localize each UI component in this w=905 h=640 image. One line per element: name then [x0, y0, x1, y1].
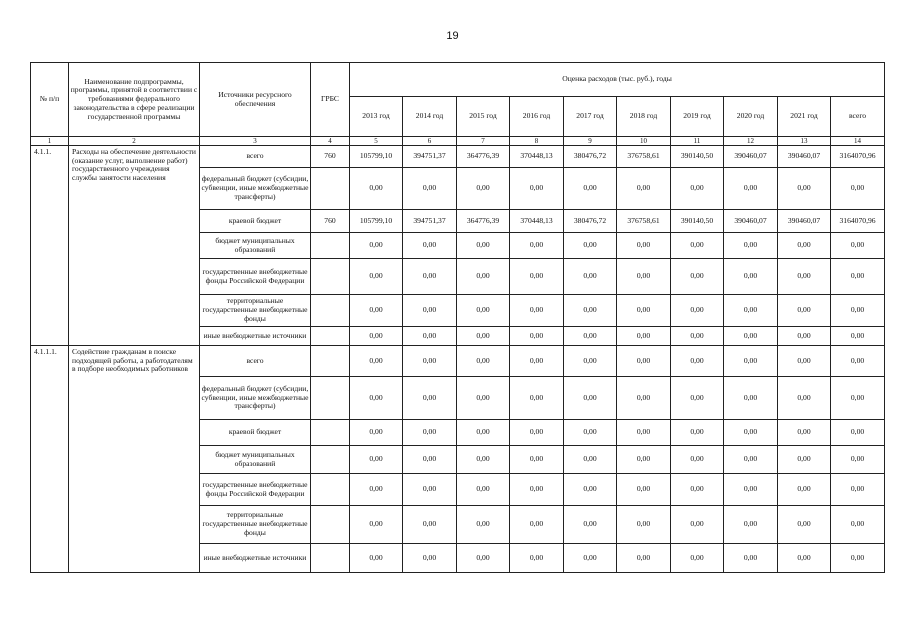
amount-cell: 0,00	[671, 446, 724, 474]
grbs-code	[311, 259, 350, 295]
amount-cell: 364776,39	[457, 146, 510, 168]
amount-cell: 0,00	[724, 295, 778, 327]
funding-source: краевой бюджет	[200, 420, 311, 446]
header-year: 2018 год	[617, 97, 671, 137]
amount-cell: 0,00	[403, 474, 457, 506]
amount-cell: 0,00	[778, 544, 831, 573]
amount-cell: 0,00	[831, 346, 885, 377]
amount-cell: 0,00	[778, 506, 831, 544]
amount-cell: 376758,61	[617, 146, 671, 168]
amount-cell: 0,00	[724, 259, 778, 295]
amount-cell: 0,00	[778, 420, 831, 446]
column-number: 4	[311, 137, 350, 146]
grbs-code	[311, 474, 350, 506]
amount-cell: 390460,07	[724, 146, 778, 168]
amount-cell: 0,00	[564, 346, 617, 377]
amount-cell: 0,00	[778, 474, 831, 506]
header-grbs: ГРБС	[311, 63, 350, 137]
amount-cell: 0,00	[617, 295, 671, 327]
funding-source: краевой бюджет	[200, 210, 311, 233]
amount-cell: 0,00	[617, 327, 671, 346]
amount-cell: 0,00	[617, 420, 671, 446]
amount-cell: 0,00	[403, 346, 457, 377]
amount-cell: 0,00	[724, 327, 778, 346]
amount-cell: 0,00	[831, 259, 885, 295]
amount-cell: 0,00	[617, 474, 671, 506]
amount-cell: 0,00	[350, 377, 403, 420]
header-year: 2019 год	[671, 97, 724, 137]
amount-cell: 0,00	[831, 377, 885, 420]
grbs-code	[311, 506, 350, 544]
amount-cell: 0,00	[617, 506, 671, 544]
amount-cell: 0,00	[350, 168, 403, 210]
amount-cell: 370448,13	[510, 210, 564, 233]
amount-cell: 0,00	[617, 168, 671, 210]
amount-cell: 0,00	[510, 446, 564, 474]
amount-cell: 0,00	[831, 544, 885, 573]
amount-cell: 0,00	[350, 474, 403, 506]
amount-cell: 0,00	[403, 327, 457, 346]
grbs-code: 760	[311, 146, 350, 168]
amount-cell: 0,00	[350, 506, 403, 544]
section-name: Содействие гражданам в поиске подходящей работы, а работодателям в подборе необходимых работников	[69, 346, 200, 573]
amount-cell: 0,00	[350, 327, 403, 346]
header-source: Источники ресурсного обеспечения	[200, 63, 311, 137]
amount-cell: 0,00	[778, 168, 831, 210]
amount-cell: 0,00	[671, 168, 724, 210]
amount-cell: 0,00	[724, 377, 778, 420]
amount-cell: 0,00	[564, 377, 617, 420]
amount-cell: 0,00	[457, 377, 510, 420]
header-year: всего	[831, 97, 885, 137]
amount-cell: 0,00	[564, 233, 617, 259]
funding-source: иные внебюджетные источники	[200, 327, 311, 346]
column-number: 9	[564, 137, 617, 146]
amount-cell: 0,00	[778, 377, 831, 420]
amount-cell: 0,00	[510, 233, 564, 259]
header-num: № п/п	[31, 63, 69, 137]
column-number: 2	[69, 137, 200, 146]
column-number: 11	[671, 137, 724, 146]
amount-cell: 0,00	[617, 446, 671, 474]
amount-cell: 390140,50	[671, 210, 724, 233]
header-year: 2020 год	[724, 97, 778, 137]
funding-source: государственные внебюджетные фонды Российской Федерации	[200, 474, 311, 506]
amount-cell: 0,00	[671, 327, 724, 346]
grbs-code	[311, 233, 350, 259]
amount-cell: 0,00	[831, 327, 885, 346]
grbs-code	[311, 377, 350, 420]
amount-cell: 0,00	[778, 233, 831, 259]
amount-cell: 0,00	[350, 259, 403, 295]
header-year: 2014 год	[403, 97, 457, 137]
amount-cell: 0,00	[457, 346, 510, 377]
section-code: 4.1.1.	[31, 146, 69, 346]
amount-cell: 380476,72	[564, 146, 617, 168]
amount-cell: 0,00	[350, 420, 403, 446]
amount-cell: 0,00	[671, 295, 724, 327]
amount-cell: 0,00	[457, 295, 510, 327]
column-number: 10	[617, 137, 671, 146]
amount-cell: 0,00	[350, 346, 403, 377]
amount-cell: 0,00	[724, 446, 778, 474]
section-name: Расходы на обеспечение деятельности (оказание услуг, выполнение работ) государственного учреждения службы занятости населения	[69, 146, 200, 346]
amount-cell: 376758,61	[617, 210, 671, 233]
header-year: 2015 год	[457, 97, 510, 137]
header-year: 2013 год	[350, 97, 403, 137]
grbs-code	[311, 420, 350, 446]
amount-cell: 0,00	[724, 474, 778, 506]
amount-cell: 0,00	[617, 233, 671, 259]
amount-cell: 390460,07	[778, 146, 831, 168]
amount-cell: 0,00	[510, 295, 564, 327]
funding-source: всего	[200, 146, 311, 168]
grbs-code	[311, 327, 350, 346]
amount-cell: 0,00	[564, 544, 617, 573]
amount-cell: 0,00	[671, 420, 724, 446]
header-year: 2017 год	[564, 97, 617, 137]
funding-source: федеральный бюджет (субсидии, субвенции, иные межбюджетные трансферты)	[200, 377, 311, 420]
grbs-code	[311, 295, 350, 327]
amount-cell: 0,00	[350, 446, 403, 474]
column-number: 7	[457, 137, 510, 146]
amount-cell: 0,00	[564, 259, 617, 295]
amount-cell: 0,00	[724, 233, 778, 259]
expenses-table	[30, 62, 885, 573]
amount-cell: 0,00	[457, 474, 510, 506]
amount-cell: 0,00	[510, 544, 564, 573]
amount-cell: 0,00	[724, 506, 778, 544]
amount-cell: 0,00	[510, 346, 564, 377]
amount-cell: 394751,37	[403, 210, 457, 233]
column-number: 1	[31, 137, 69, 146]
header-estimate: Оценка расходов (тыс. руб.), годы	[350, 63, 885, 97]
amount-cell: 0,00	[617, 544, 671, 573]
column-number: 5	[350, 137, 403, 146]
header-year: 2016 год	[510, 97, 564, 137]
amount-cell: 0,00	[671, 544, 724, 573]
amount-cell: 0,00	[564, 446, 617, 474]
amount-cell: 3164070,96	[831, 146, 885, 168]
funding-source: федеральный бюджет (субсидии, субвенции, иные межбюджетные трансферты)	[200, 168, 311, 210]
grbs-code: 760	[311, 210, 350, 233]
amount-cell: 0,00	[724, 544, 778, 573]
table-row	[31, 346, 885, 377]
amount-cell: 0,00	[457, 544, 510, 573]
amount-cell: 0,00	[831, 233, 885, 259]
grbs-code	[311, 446, 350, 474]
amount-cell: 0,00	[510, 327, 564, 346]
amount-cell: 0,00	[778, 295, 831, 327]
amount-cell: 0,00	[831, 168, 885, 210]
amount-cell: 0,00	[510, 259, 564, 295]
amount-cell: 0,00	[510, 420, 564, 446]
funding-source: бюджет муниципальных образований	[200, 446, 311, 474]
header-year: 2021 год	[778, 97, 831, 137]
amount-cell: 0,00	[403, 446, 457, 474]
amount-cell: 0,00	[617, 259, 671, 295]
amount-cell: 0,00	[671, 259, 724, 295]
grbs-code	[311, 168, 350, 210]
column-number: 12	[724, 137, 778, 146]
amount-cell: 0,00	[724, 346, 778, 377]
amount-cell: 0,00	[403, 544, 457, 573]
amount-cell: 390460,07	[778, 210, 831, 233]
amount-cell: 0,00	[671, 377, 724, 420]
amount-cell: 0,00	[671, 474, 724, 506]
amount-cell: 0,00	[403, 168, 457, 210]
table-row	[31, 146, 885, 168]
amount-cell: 0,00	[510, 168, 564, 210]
amount-cell: 0,00	[671, 346, 724, 377]
funding-source: территориальные государственные внебюджетные фонды	[200, 295, 311, 327]
amount-cell: 390140,50	[671, 146, 724, 168]
funding-source: иные внебюджетные источники	[200, 544, 311, 573]
column-number: 6	[403, 137, 457, 146]
amount-cell: 0,00	[564, 327, 617, 346]
amount-cell: 0,00	[831, 295, 885, 327]
amount-cell: 0,00	[617, 346, 671, 377]
amount-cell: 0,00	[457, 327, 510, 346]
amount-cell: 0,00	[778, 346, 831, 377]
amount-cell: 0,00	[671, 233, 724, 259]
amount-cell: 0,00	[350, 295, 403, 327]
amount-cell: 0,00	[510, 377, 564, 420]
amount-cell: 0,00	[617, 377, 671, 420]
amount-cell: 0,00	[350, 544, 403, 573]
header-name: Наименование подпрограммы, программы, принятой в соответствии с требованиями федерального законодательства в сфере реализации государственной программы	[69, 63, 200, 137]
amount-cell: 105799,10	[350, 210, 403, 233]
amount-cell: 0,00	[403, 377, 457, 420]
column-number: 8	[510, 137, 564, 146]
page-number: 19	[446, 30, 459, 42]
section-code: 4.1.1.1.	[31, 346, 69, 573]
funding-source: государственные внебюджетные фонды Российской Федерации	[200, 259, 311, 295]
amount-cell: 0,00	[403, 295, 457, 327]
amount-cell: 0,00	[457, 168, 510, 210]
amount-cell: 0,00	[457, 233, 510, 259]
amount-cell: 0,00	[403, 259, 457, 295]
amount-cell: 0,00	[831, 420, 885, 446]
amount-cell: 0,00	[724, 168, 778, 210]
amount-cell: 0,00	[403, 233, 457, 259]
amount-cell: 0,00	[510, 506, 564, 544]
column-number: 14	[831, 137, 885, 146]
amount-cell: 370448,13	[510, 146, 564, 168]
amount-cell: 0,00	[831, 506, 885, 544]
amount-cell: 0,00	[457, 446, 510, 474]
amount-cell: 0,00	[778, 259, 831, 295]
amount-cell: 0,00	[564, 295, 617, 327]
amount-cell: 0,00	[564, 168, 617, 210]
amount-cell: 390460,07	[724, 210, 778, 233]
amount-cell: 394751,37	[403, 146, 457, 168]
amount-cell: 0,00	[831, 446, 885, 474]
funding-source: всего	[200, 346, 311, 377]
amount-cell: 0,00	[350, 233, 403, 259]
amount-cell: 0,00	[403, 420, 457, 446]
grbs-code	[311, 346, 350, 377]
funding-source: бюджет муниципальных образований	[200, 233, 311, 259]
amount-cell: 0,00	[724, 420, 778, 446]
amount-cell: 0,00	[564, 474, 617, 506]
amount-cell: 0,00	[778, 327, 831, 346]
amount-cell: 105799,10	[350, 146, 403, 168]
grbs-code	[311, 544, 350, 573]
amount-cell: 0,00	[831, 474, 885, 506]
amount-cell: 364776,39	[457, 210, 510, 233]
amount-cell: 0,00	[778, 446, 831, 474]
amount-cell: 0,00	[457, 259, 510, 295]
amount-cell: 380476,72	[564, 210, 617, 233]
amount-cell: 0,00	[457, 506, 510, 544]
amount-cell: 0,00	[457, 420, 510, 446]
amount-cell: 3164070,96	[831, 210, 885, 233]
column-number: 13	[778, 137, 831, 146]
funding-source: территориальные государственные внебюджетные фонды	[200, 506, 311, 544]
amount-cell: 0,00	[564, 506, 617, 544]
amount-cell: 0,00	[403, 506, 457, 544]
amount-cell: 0,00	[671, 506, 724, 544]
amount-cell: 0,00	[564, 420, 617, 446]
amount-cell: 0,00	[510, 474, 564, 506]
column-number: 3	[200, 137, 311, 146]
